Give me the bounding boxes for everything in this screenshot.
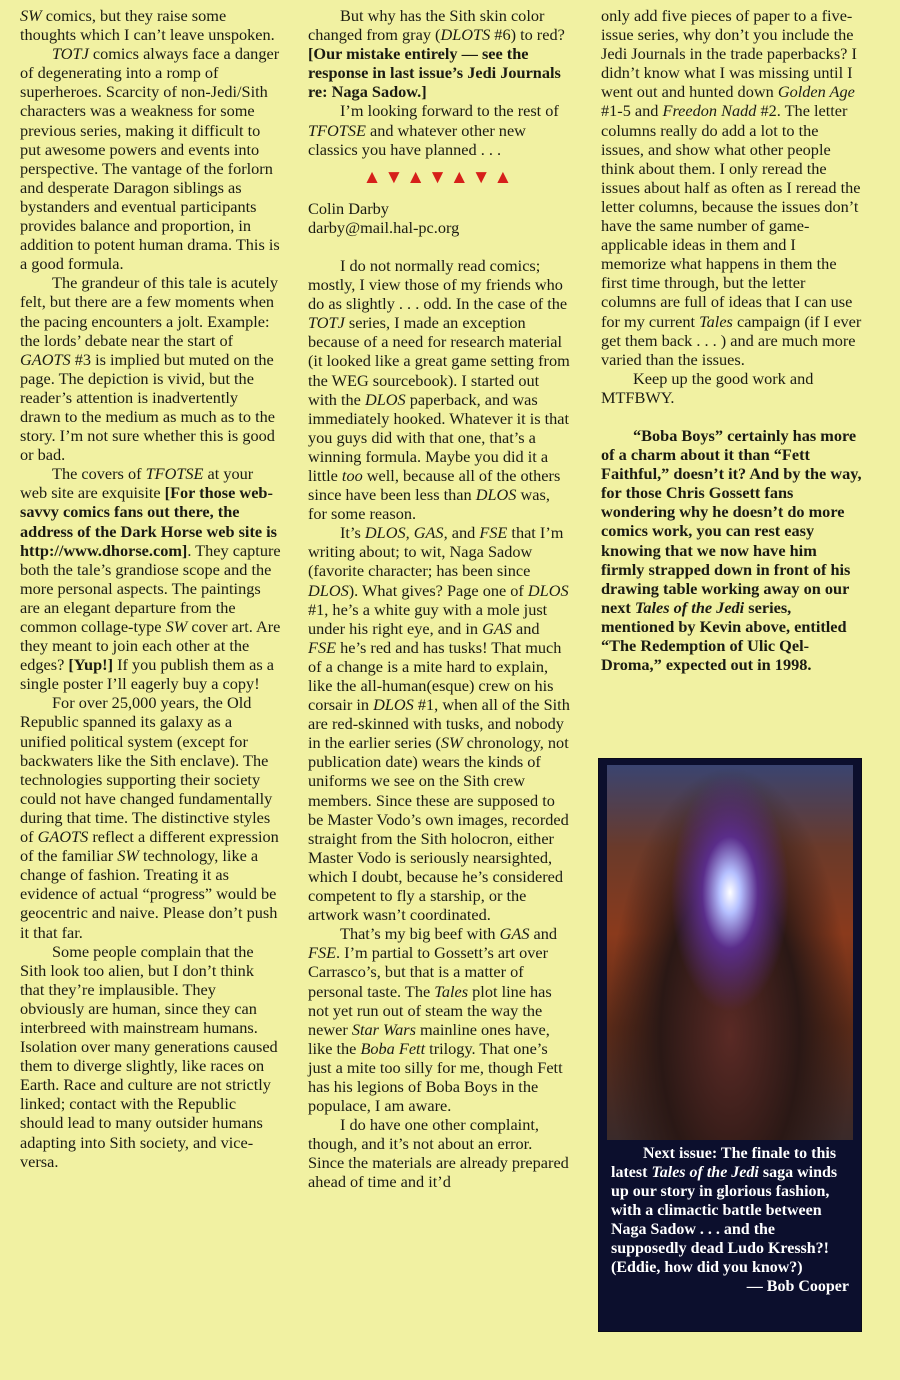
cover-art-image	[607, 765, 853, 1140]
paragraph: I do not normally read comics; mostly, I view those of my friends who do as slightly . . . odd. In the case of the TOTJ series, I made an exception because of a need for research material (it looked like a great game setting from the WEG sourcebook). I started out with the DLOS paperback, and was immediately hooked. Whatever it is that you guys did with that one, that’s a winning formula. Maybe you did it a little too well, because all of the others since have been less than DLOS was, for some reason.	[308, 255, 570, 524]
letter-body	[308, 256, 570, 1192]
letter-body-continued	[601, 6, 863, 407]
section-divider-ornament: ▲▼▲▼▲▼▲	[362, 166, 516, 188]
paragraph: For over 25,000 years, the Old Republic spanned its galaxy as a unified political system (except for backwaters like the Sith enclave). The technologies supporting their society could not have changed fundamentally during that time. The distinctive styles of GAOTS reflect a different expression of the familiar SW technology, like a change of fashion. Treating it as evidence of actual “progress” would be geocentric and naive. Please don’t push it that far.	[20, 693, 279, 942]
paragraph: Keep up the good work and MTFBWY.	[601, 368, 814, 407]
paragraph: That’s my big beef with GAS and FSE. I’m partial to Gossett’s art over Carrasco’s, but that is a matter of personal taste. The Tales plot line has not yet run out of steam the way the newer Star Wars mainline ones have, like the Boba Fett trilogy. That one’s just a mite too silly for me, though Fett has his legions of Boba Boys in the populace, I am aware.	[308, 924, 563, 1116]
next-issue-text: Next issue: The finale to this latest Tales of the Jedi saga winds up our story in glorious fashion, with a climactic battle between Naga Sadow . . . and the supposedly dead Ludo Kressh?! (Eddie, how did you know?)	[611, 1145, 838, 1276]
letter-continuation	[308, 6, 570, 159]
letters-column-1	[20, 6, 282, 1171]
editor-reply: “Boba Boys” certainly has more of a charm about it than “Fett Faithful,” doesn’t it? And by the way, for those Chris Gossett fans wondering why he doesn’t do more comics work, you can rest easy knowing that we now have him firmly strapped down in front of his drawing table working away on our next Tales of the Jedi series, mentioned by Kevin above, entitled “The Redemption of Ulic Qel-Droma,” expected out in 1998.	[601, 425, 862, 675]
paragraph: I’m looking forward to the rest of TFOTSE and whatever other new classics you have planned . . .	[308, 101, 559, 159]
paragraph: Some people complain that the Sith look too alien, but I don’t think that they’re implausible. They obviously are human, since they can interbreed with mainstream humans. Isolation over many generations caused them to diverge slightly, like races on Earth. Race and culture are not strictly linked; contact with the Republic should lead to many outsider humans adapting into Sith society, and vice-versa.	[20, 941, 278, 1171]
paragraph: But why has the Sith skin color changed from gray (DLOTS #6) to red? [Our mistake entirely — see the response in last issue’s Jedi Journals re: Naga Sadow.]	[308, 6, 565, 102]
letters-column-3	[601, 6, 863, 674]
paragraph: SW comics, but they raise some thoughts which I can’t leave unspoken.	[20, 6, 275, 45]
paragraph: The grandeur of this tale is acutely felt, but there are a few moments when the pacing encounters a jolt. Example: the lords’ debate near the start of GAOTS #3 is implied but muted on the page. The depiction is vivid, but the reader’s attention is inadvertently drawn to the medium as much as to the story. I’m not sure whether this is good or bad.	[20, 273, 279, 465]
paragraph: I do have one other complaint, though, and it’s not about an error. Since the materials are already prepared ahead of time and it’d	[308, 1115, 569, 1192]
letters-column-2	[308, 6, 570, 1192]
paragraph: The covers of TFOTSE at your web site are exquisite [For those web-savvy comics fans out there, the address of the Dark Horse web site is http://www.dhorse.com]. They capture both the tale’s grandiose scope and the more personal aspects. The paintings are an elegant departure from the common collage-type SW cover art. Are they meant to join each other at the edges? [Yup!] If you publish them as a single poster I’ll eagerly buy a copy!	[20, 464, 281, 694]
letter-author-email: darby@mail.hal-pc.org	[308, 217, 460, 237]
paragraph: only add five pieces of paper to a five-issue series, why don’t you include the Jedi Journals in the trade paperbacks? I didn’t know what I was missing until I went out and hunted down Golden Age #1-5 and Freedon Nadd #2. The letter columns really do add a lot to the issues, and show what other people think about them. I only reread the issues about half as often as I reread the letter columns, because the issues don’t have the same number of game-applicable ideas in them and I memorize what happens in them the first time through, but the letter columns are full of ideas that I can use for my current Tales campaign (if I ever get them back . . . ) and are much more varied than the issues.	[601, 6, 862, 369]
editor-signature: — Bob Cooper	[746, 1278, 849, 1295]
letter-author-name: Colin Darby	[308, 198, 389, 218]
paragraph: TOTJ comics always face a danger of degenerating into a romp of superheroes. Scarcity of non-Jedi/Sith characters was a weakness for some previous series, making it difficult to put awesome powers and events into perspective. The vantage of the forlorn and desperate Daragon siblings as bystanders and eventual participants provides balance and proportion, in addition to potent human drama. This is a good formula.	[20, 44, 280, 274]
paragraph: It’s DLOS, GAS, and FSE that I’m writing about; to wit, Naga Sadow (favorite character; has been since DLOS). What gives? Page one of DLOS #1, he’s a white guy with a mole just under his right eye, and in GAS and FSE he’s red and has tusks! That much of a change is a mite hard to explain, like the all-human(esque) crew on his corsair in DLOS #1, when all of the Sith are red-skinned with tusks, and nobody in the earlier series (SW chronology, not publication date) wears the kinds of uniforms we see on the Sith crew members. Since these are supposed to be Master Vodo’s own images, recorded straight from the Sith holocron, either Master Vodo is seriously nearsighted, which I doubt, because he’s considered competent to fly a starship, or the artwork wasn’t coordinated.	[308, 523, 570, 925]
next-issue-caption	[611, 1144, 849, 1296]
next-issue-box	[598, 758, 862, 1332]
